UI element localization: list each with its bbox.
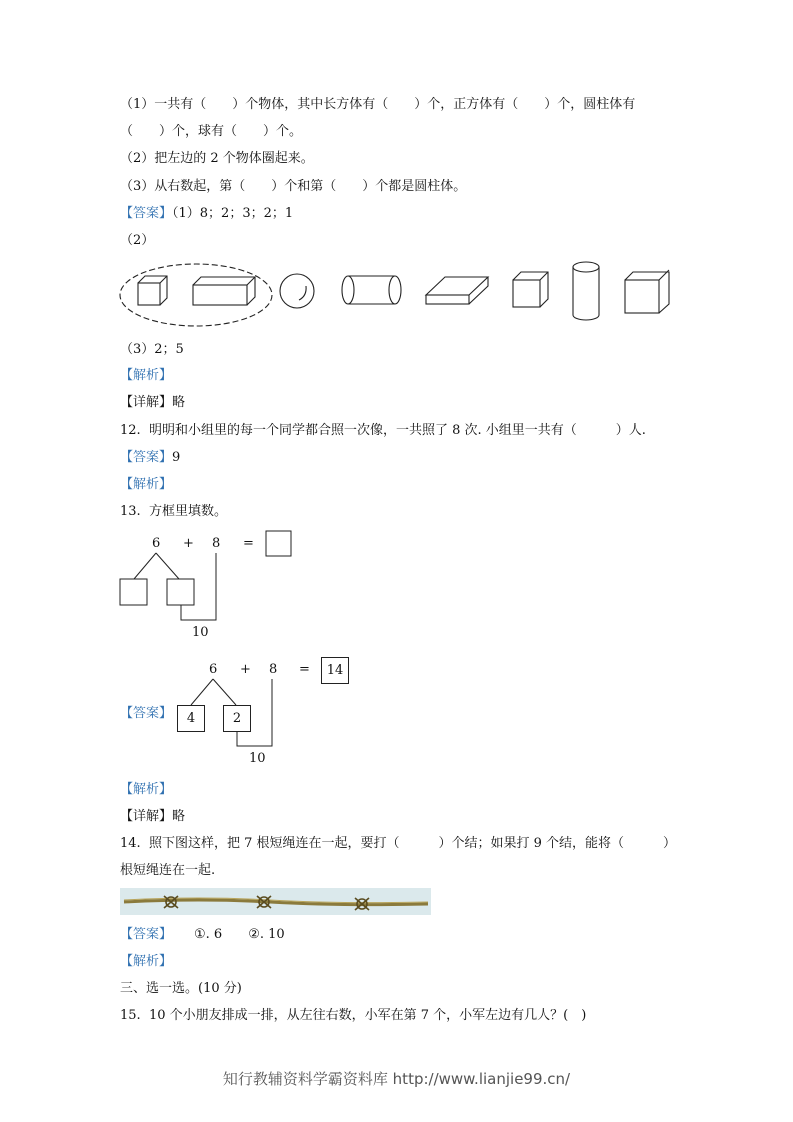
q13-ans-ten: 10 <box>249 751 266 766</box>
q13-text: 13. 方框里填数。 <box>120 504 227 519</box>
q15-text: 15. 10 个小朋友排成一排，从左往右数，小军在第 7 个，小军左边有几人？( ) <box>120 1008 587 1023</box>
q12-answer-line <box>120 449 180 467</box>
footer-watermark: 知行教辅资料学霸资料库 http://www.lianjie99.cn/ <box>222 1070 571 1088</box>
q14-analysis-tag: 【解析】 <box>120 954 173 969</box>
q14-answer: ①. 6 ②. 10 <box>194 927 285 942</box>
section3-heading: 三、选一选。(10 分) <box>120 981 242 996</box>
q11-analysis-tag: 【解析】 <box>120 368 173 383</box>
q13-num-b: 8 <box>212 536 221 551</box>
knot-1 <box>164 896 178 908</box>
cube-3 <box>625 270 669 313</box>
q13-left-box <box>120 579 147 605</box>
cuboid-1 <box>193 277 255 305</box>
flat-cuboid <box>426 277 488 304</box>
cylinder-vertical <box>573 262 599 320</box>
q13-detail: 【详解】略 <box>120 809 186 824</box>
q14-line1: 14. 照下图这样，把 7 根短绳连在一起，要打（ ）个结；如果打 9 个结，能将（ ） <box>120 836 677 851</box>
sphere <box>280 274 314 308</box>
cylinder-horizontal <box>342 276 401 304</box>
q11-answer2-label: （2） <box>120 233 155 248</box>
knot-3 <box>355 898 369 910</box>
q11-answer-line <box>120 205 293 223</box>
q14-answer-line <box>120 926 285 944</box>
q13-ans-num-a: 6 <box>209 662 218 677</box>
q13-ans-plus: + <box>240 662 251 677</box>
q13-analysis-tag: 【解析】 <box>120 782 173 797</box>
dashed-circle-mark <box>120 264 272 326</box>
q11-answer1: （1）8；2；3；2；1 <box>172 206 294 221</box>
q13-result-box <box>266 531 291 556</box>
q13-ans-left-box: 4 <box>177 705 205 732</box>
q12-text: 12. 明明和小组里的每一个同学都合照一次像，一共照了 8 次. 小组里一共有（ ）人. <box>120 423 646 438</box>
q13-answer-tag: 【答案】 <box>120 706 173 721</box>
q13-ten: 10 <box>192 625 209 640</box>
q11-part1-line1: （1）一共有（ ）个物体，其中长方体有（ ）个，正方体有（ ）个，圆柱体有 <box>120 97 636 112</box>
answer-tag: 【答案】 <box>120 206 173 221</box>
q13-right-box <box>167 579 194 605</box>
q14-line2: 根短绳连在一起. <box>120 863 216 878</box>
q12-answer: 9 <box>172 450 181 465</box>
q11-part2: （2）把左边的 2 个物体圈起来。 <box>120 151 314 166</box>
knot-2 <box>257 896 271 908</box>
answer-tag: 【答案】 <box>120 927 173 942</box>
q11-detail: 【详解】略 <box>120 395 186 410</box>
q11-answer3: （3）2；5 <box>120 342 184 357</box>
q13-plus: + <box>183 536 194 551</box>
cube-1 <box>138 276 167 305</box>
cube-2 <box>513 272 548 307</box>
q12-analysis-tag: 【解析】 <box>120 477 173 492</box>
q13-ans-right-box: 2 <box>223 705 251 732</box>
q13-bracket <box>181 553 216 620</box>
q13-ans-equals: = <box>299 662 310 677</box>
q13-ans-result-box: 14 <box>321 657 349 684</box>
q11-part1-line2: （ ）个，球有（ ）个。 <box>120 124 303 139</box>
answer-tag: 【答案】 <box>120 450 173 465</box>
q13-ans-num-b: 8 <box>269 662 278 677</box>
q11-part3: （3）从右数起，第（ ）个和第（ ）个都是圆柱体。 <box>120 179 467 194</box>
q13-num-a: 6 <box>152 536 161 551</box>
q13-equals: = <box>243 536 254 551</box>
